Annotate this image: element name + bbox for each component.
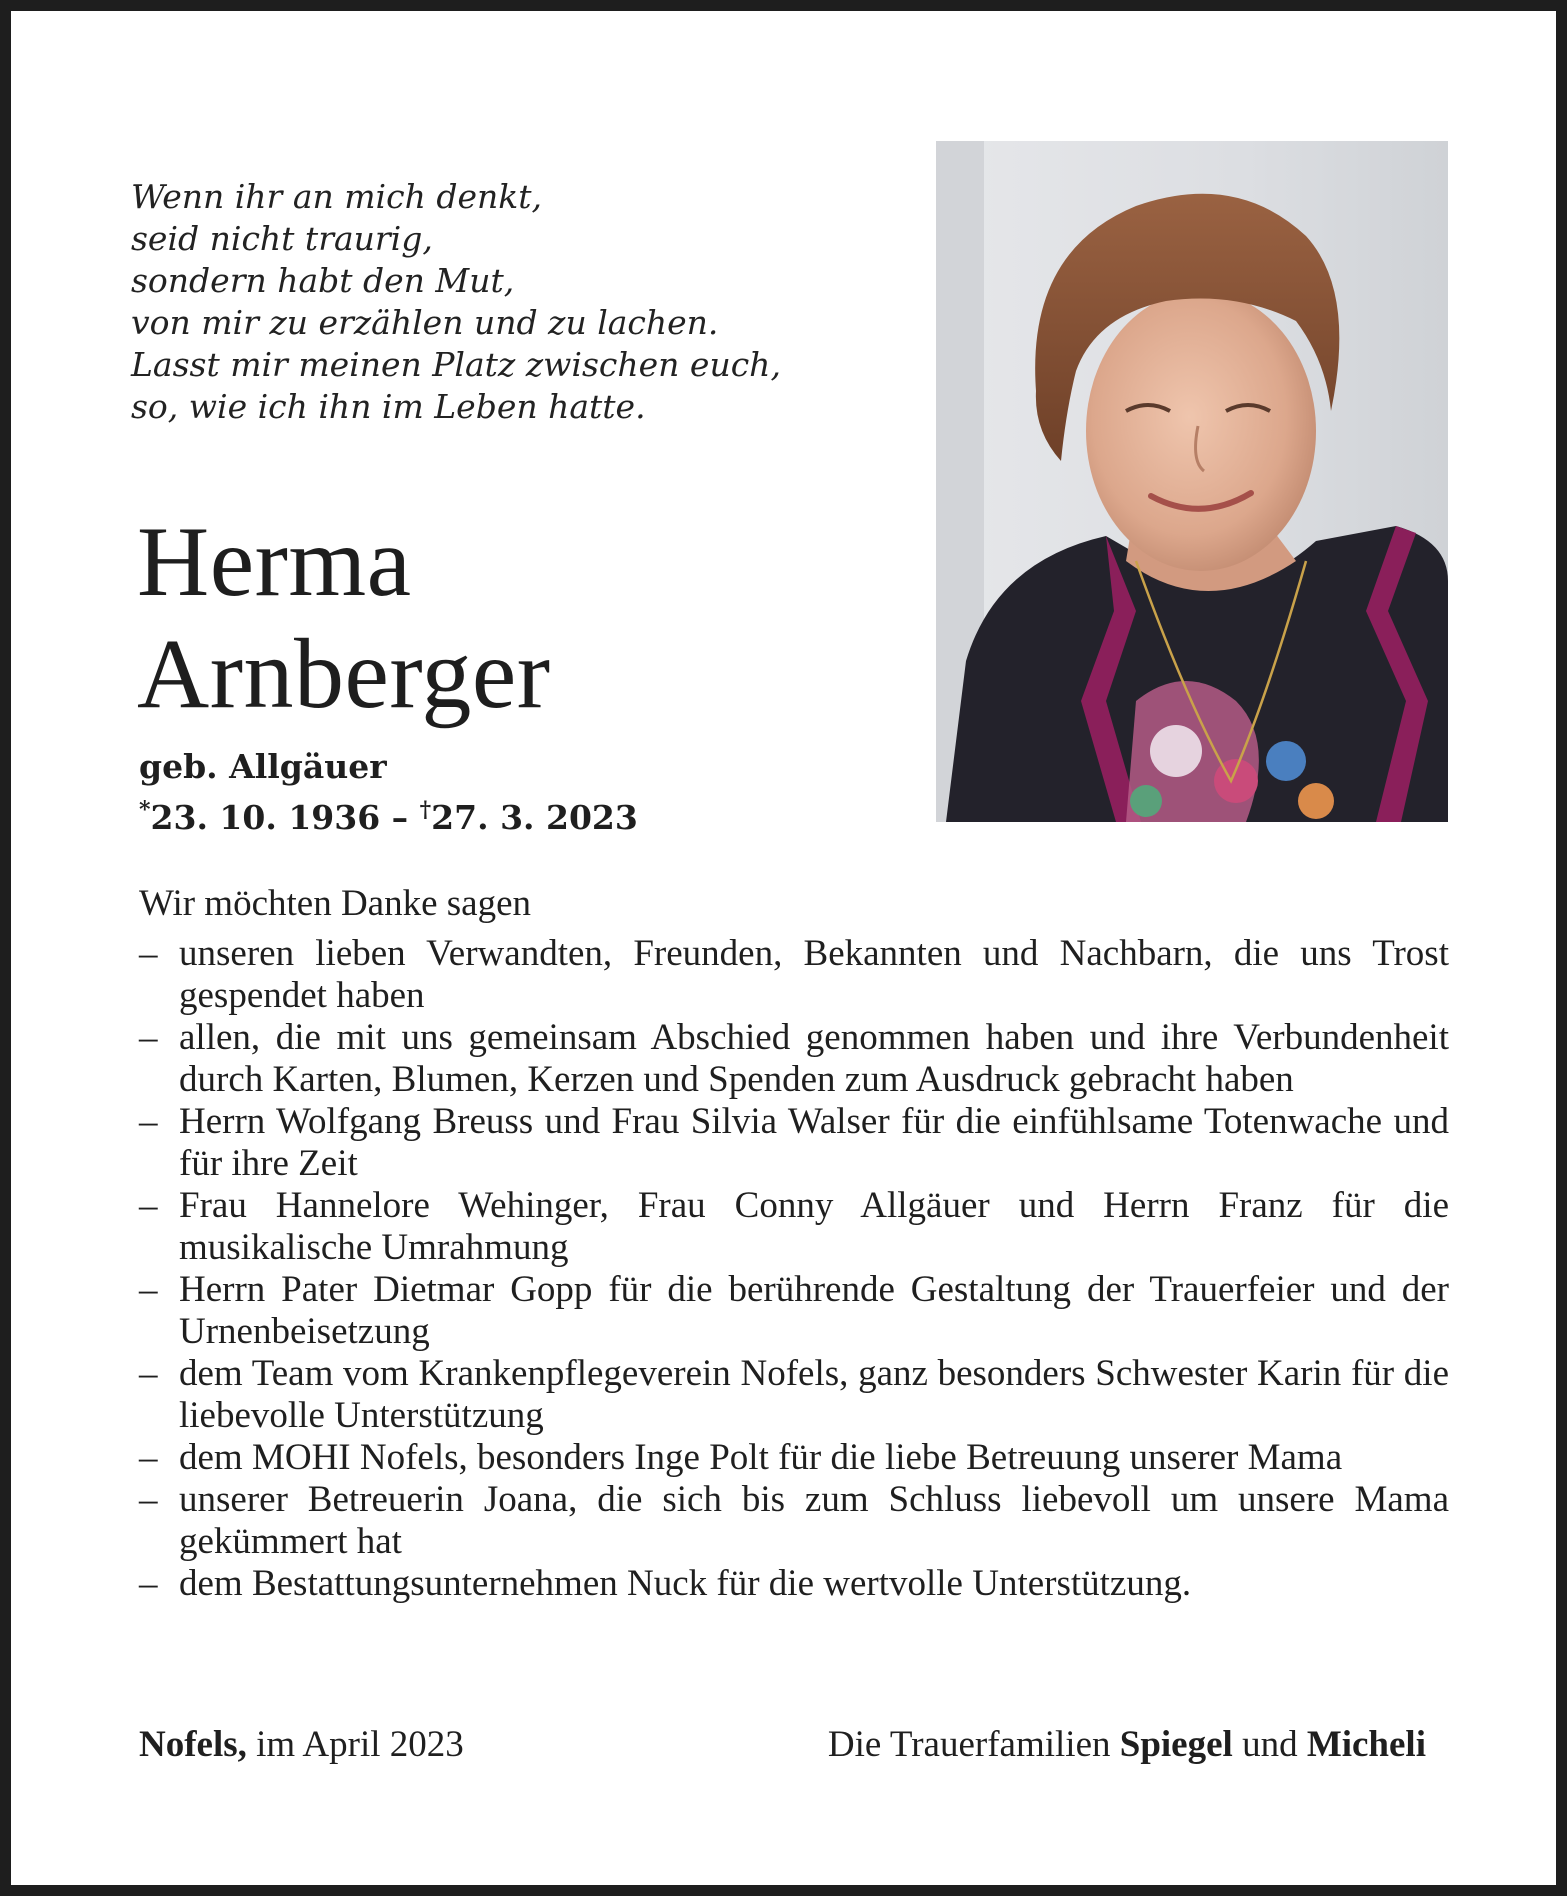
family-name-2: Micheli: [1306, 1724, 1426, 1765]
footer-date: im April 2023: [246, 1724, 464, 1765]
poem-line: seid nicht traurig,: [131, 219, 433, 258]
dash-icon: –: [139, 1563, 158, 1604]
list-item: [139, 1017, 1449, 1101]
families-and: und: [1232, 1724, 1307, 1765]
list-item: [139, 1101, 1449, 1185]
last-name: Arnberger: [137, 618, 551, 729]
list-item-text: allen, die mit uns gemeinsam Abschied genommen haben und ihre Verbundenheit durch Karten, Blumen, Kerzen und Spenden zum Ausdruck gebracht haben: [179, 1017, 1449, 1100]
list-item: [139, 1437, 1449, 1479]
birth-symbol: *: [139, 797, 151, 823]
dash-icon: –: [139, 1353, 158, 1394]
dash-icon: –: [139, 933, 158, 974]
list-item-text: dem MOHI Nofels, besonders Inge Polt für die liebe Betreuung unserer Mama: [179, 1437, 1343, 1478]
thanks-intro: Wir möchten Danke sagen: [139, 883, 532, 924]
list-item: [139, 1563, 1449, 1605]
list-item-text: unseren lieben Verwandten, Freunden, Bekannten und Nachbarn, die uns Trost gespendet haben: [179, 933, 1449, 1016]
death-symbol: †: [419, 797, 432, 823]
poem-line: so, wie ich ihn im Leben hatte.: [131, 387, 646, 426]
date-separator: –: [380, 798, 420, 837]
portrait-photo-icon: [936, 141, 1448, 822]
list-item-text: unserer Betreuerin Joana, die sich bis zum Schluss liebevoll um unsere Mama gekümmert hat: [179, 1479, 1449, 1562]
death-date: 27. 3. 2023: [431, 798, 638, 837]
list-item: [139, 1479, 1449, 1563]
first-name: Herma: [137, 506, 412, 617]
birth-date: 23. 10. 1936: [150, 798, 381, 837]
memorial-poem: [131, 176, 831, 428]
poem-line: Lasst mir meinen Platz zwischen euch,: [131, 345, 781, 384]
list-item: [139, 1269, 1449, 1353]
place-name: Nofels,: [139, 1724, 247, 1765]
list-item-text: dem Team vom Krankenpflegeverein Nofels, ganz besonders Schwester Karin für die liebevolle Unterstützung: [179, 1353, 1449, 1436]
footer-families: [828, 1724, 1426, 1766]
family-name-1: Spiegel: [1119, 1724, 1233, 1765]
list-item-text: Herrn Pater Dietmar Gopp für die berührende Gestaltung der Trauerfeier und der Urnenbeisetzung: [179, 1269, 1449, 1352]
thanks-list: [139, 933, 1449, 1605]
list-item-text: Herrn Wolfgang Breuss und Frau Silvia Walser für die einfühlsame Totenwache und für ihre Zeit: [179, 1101, 1449, 1184]
dash-icon: –: [139, 1101, 158, 1142]
list-item: [139, 1353, 1449, 1437]
poem-line: sondern habt den Mut,: [131, 261, 515, 300]
life-dates: [139, 789, 638, 839]
dash-icon: –: [139, 1017, 158, 1058]
list-item-text: dem Bestattungsunternehmen Nuck für die wertvolle Unterstützung.: [179, 1563, 1192, 1604]
deceased-name: [137, 506, 551, 730]
poem-line: von mir zu erzählen und zu lachen.: [131, 303, 719, 342]
footer-place-date: [139, 1724, 464, 1766]
thanks-section: [139, 883, 1449, 1605]
dash-icon: –: [139, 1479, 158, 1520]
dash-icon: –: [139, 1269, 158, 1310]
dash-icon: –: [139, 1185, 158, 1226]
poem-line: Wenn ihr an mich denkt,: [131, 177, 542, 216]
list-item: [139, 933, 1449, 1017]
list-item: [139, 1185, 1449, 1269]
birth-name: geb. Allgäuer: [139, 747, 387, 786]
list-item-text: Frau Hannelore Wehinger, Frau Conny Allgäuer und Herrn Franz für die musikalische Umrahmung: [179, 1185, 1449, 1268]
families-prefix: Die Trauerfamilien: [827, 1724, 1120, 1765]
dash-icon: –: [139, 1437, 158, 1478]
